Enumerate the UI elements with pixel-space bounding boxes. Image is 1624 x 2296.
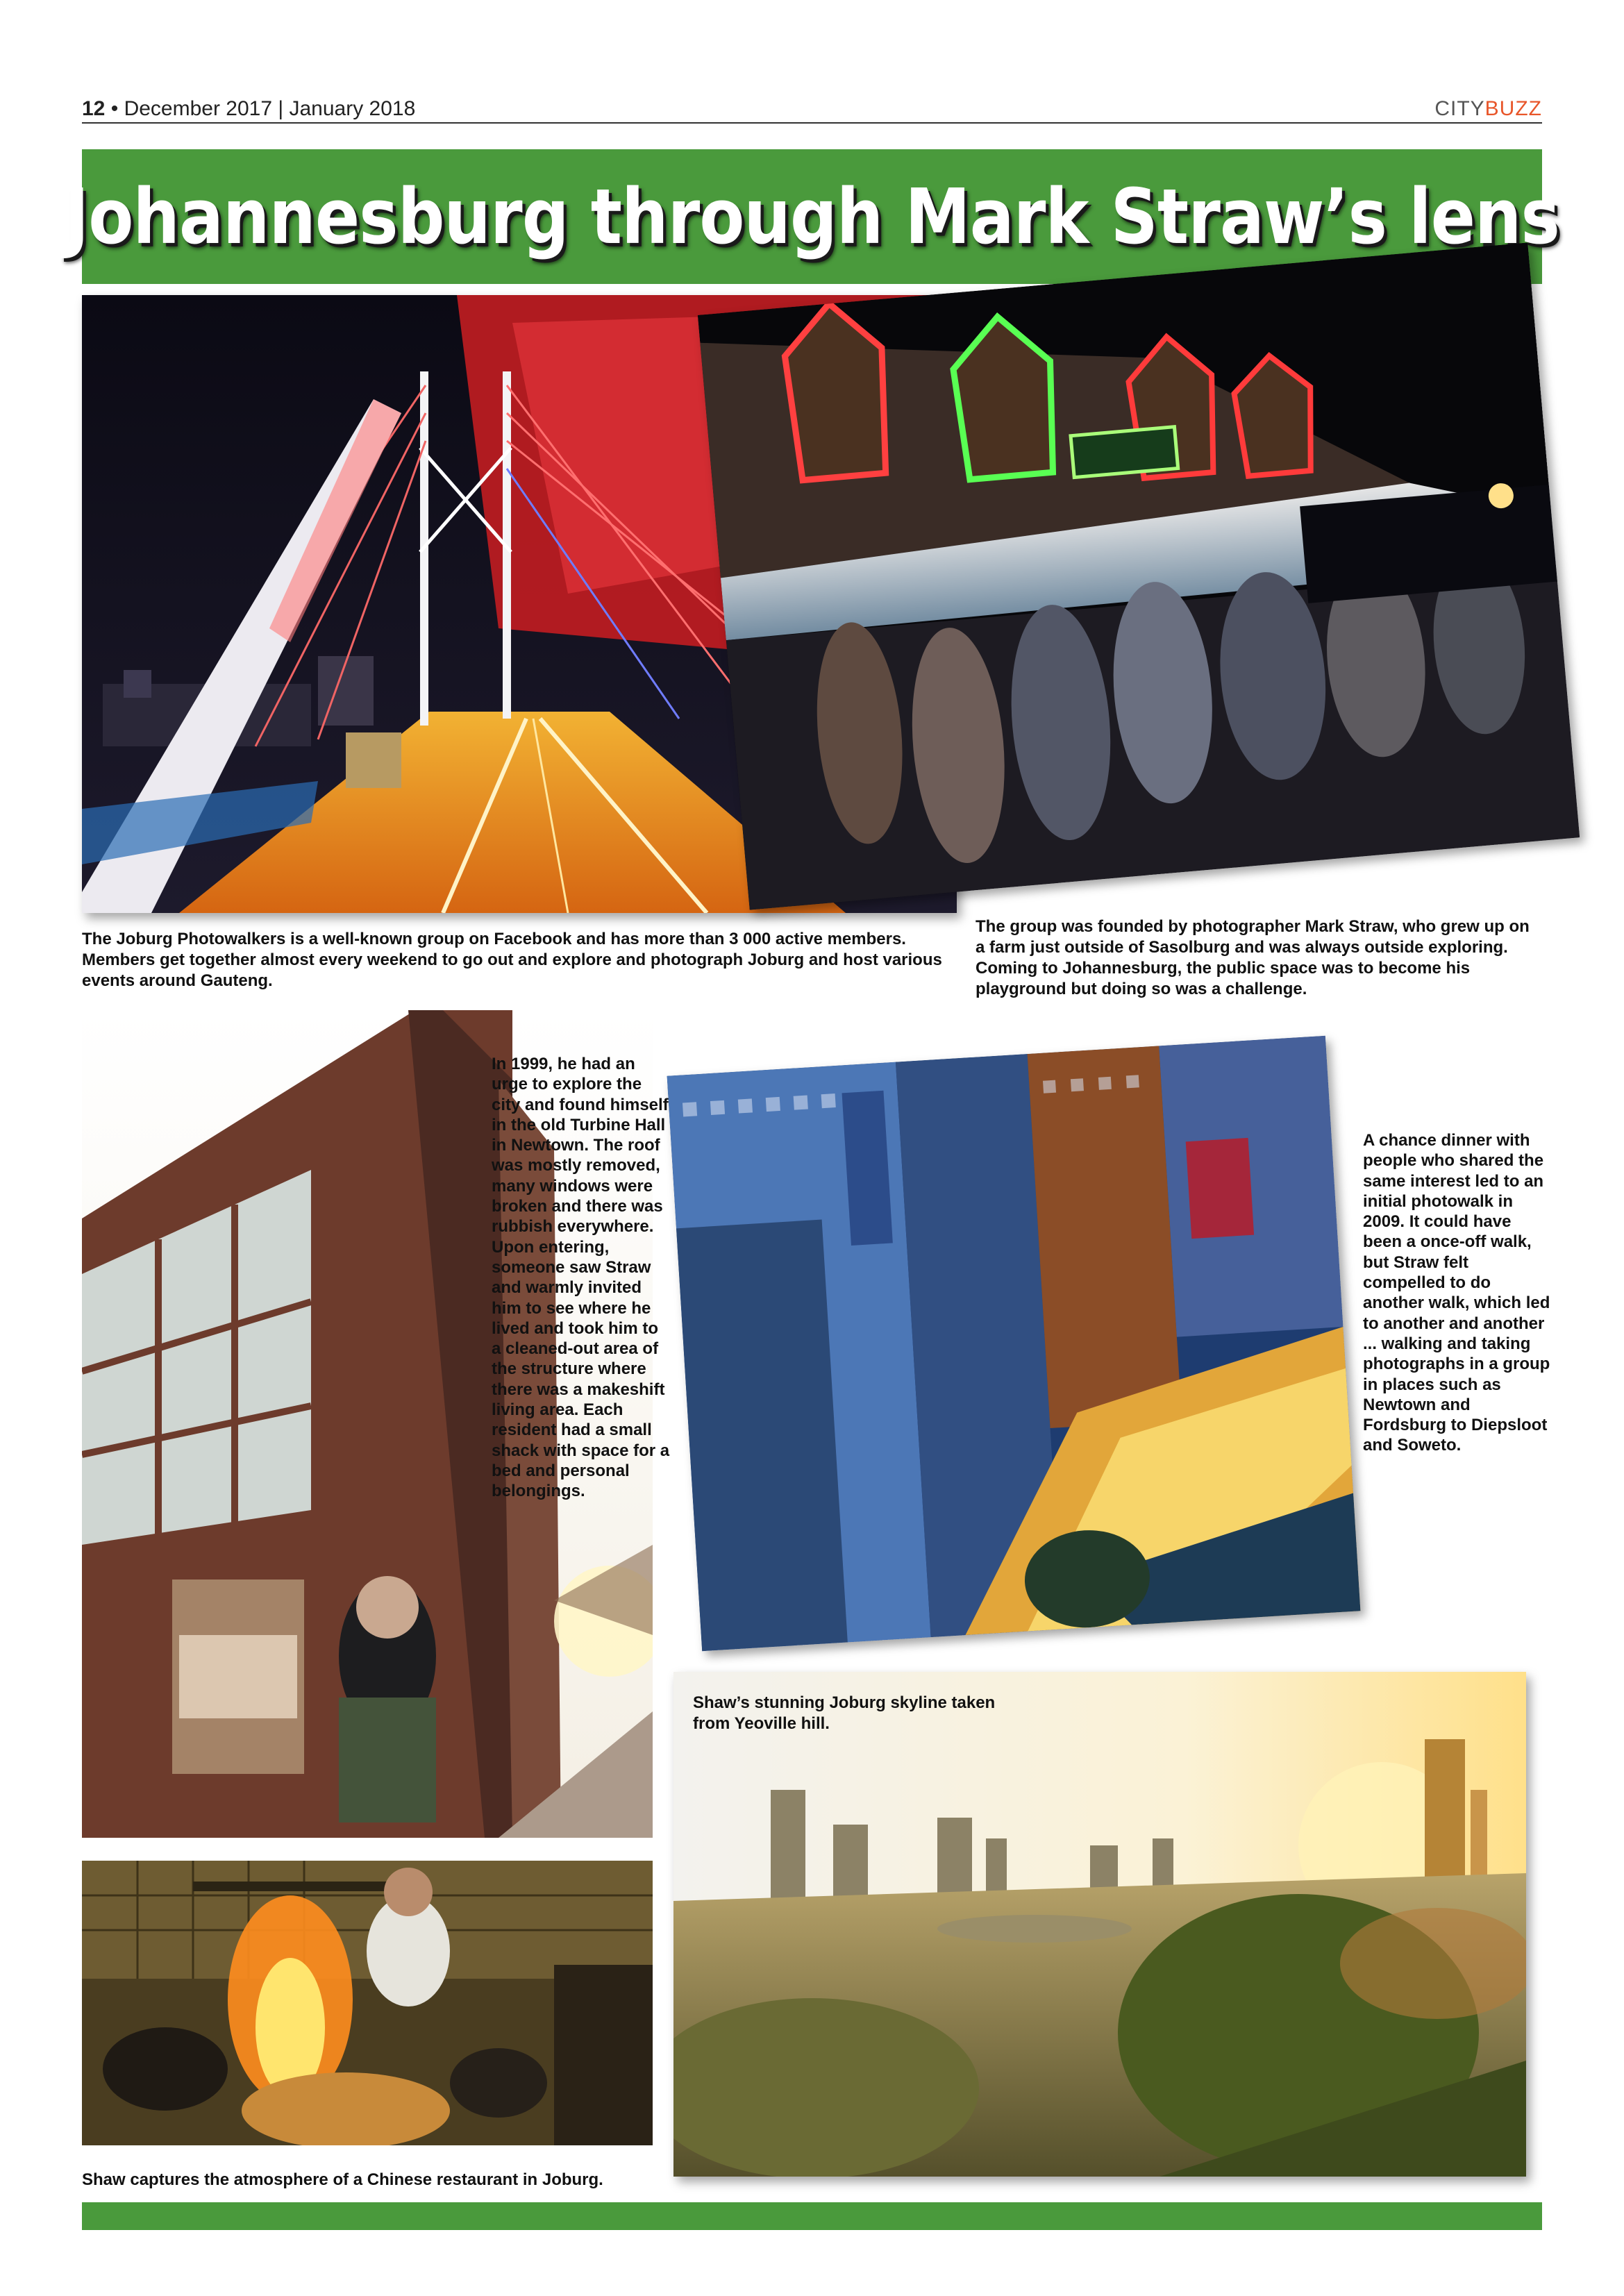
skyline-photo-caption: Shaw’s stunning Joburg skyline taken from Yeoville hill. [693, 1693, 996, 1733]
header-separator: • [110, 97, 119, 120]
restaurant-kitchen-photo [82, 1861, 653, 2145]
club-photo-caption: The group was founded by photographer Mark Straw, who grew up on a farm just outside of Sasolburg and was always outside exploring. Coming to Johannesburg, the public space was to become his playground but doing so was a challenge. [976, 917, 1530, 998]
joburg-skyline-photo [673, 1672, 1526, 2177]
brand-buzz: BUZZ [1484, 97, 1542, 120]
kitchen-photo-caption: Shaw captures the atmosphere of a Chinese restaurant in Joburg. [82, 2170, 603, 2189]
page-number: 12 [82, 97, 106, 120]
photowalk-text: A chance dinner with people who shared the same interest led to an initial photowalk in 2009. It could have been a once-off walk, but Straw felt compelled to do another walk, which led to another and another ... walking and taking photographs in a group in places such as Newtown and Fordsburg to Diepsloot and Soweto. [1363, 1131, 1550, 1455]
page-header-left [82, 97, 415, 121]
footer-bar [82, 2202, 1542, 2230]
city-night-photo [667, 1036, 1361, 1651]
issue-date: December 2017 | January 2018 [124, 97, 416, 120]
article-title: Johannesburg through Mark Straw’s lens [65, 172, 1559, 261]
turbine-hall-text: In 1999, he had an urge to explore the city and found himself in the old Turbine Hall in Newtown. The roof was mostly removed, many windows were broken and there was rubbish everywhere. Upon entering, someone saw Straw and warmly invited him to see where he lived and took him to a cleaned-out area of the structure where there was a makeshift living area. Each resident had a small shack with space for a bed and personal belongings. [492, 1055, 670, 1501]
header-rule [82, 122, 1542, 124]
neon-club-photo [698, 242, 1580, 910]
bridge-photo-caption: The Joburg Photowalkers is a well-known group on Facebook and has more than 3 000 active members. Members get together almost every weekend to go out and explore and photograph Joburg and host various events around Gauteng. [82, 930, 942, 990]
brand-city: CITY [1434, 97, 1485, 120]
publication-brand [1434, 97, 1542, 121]
